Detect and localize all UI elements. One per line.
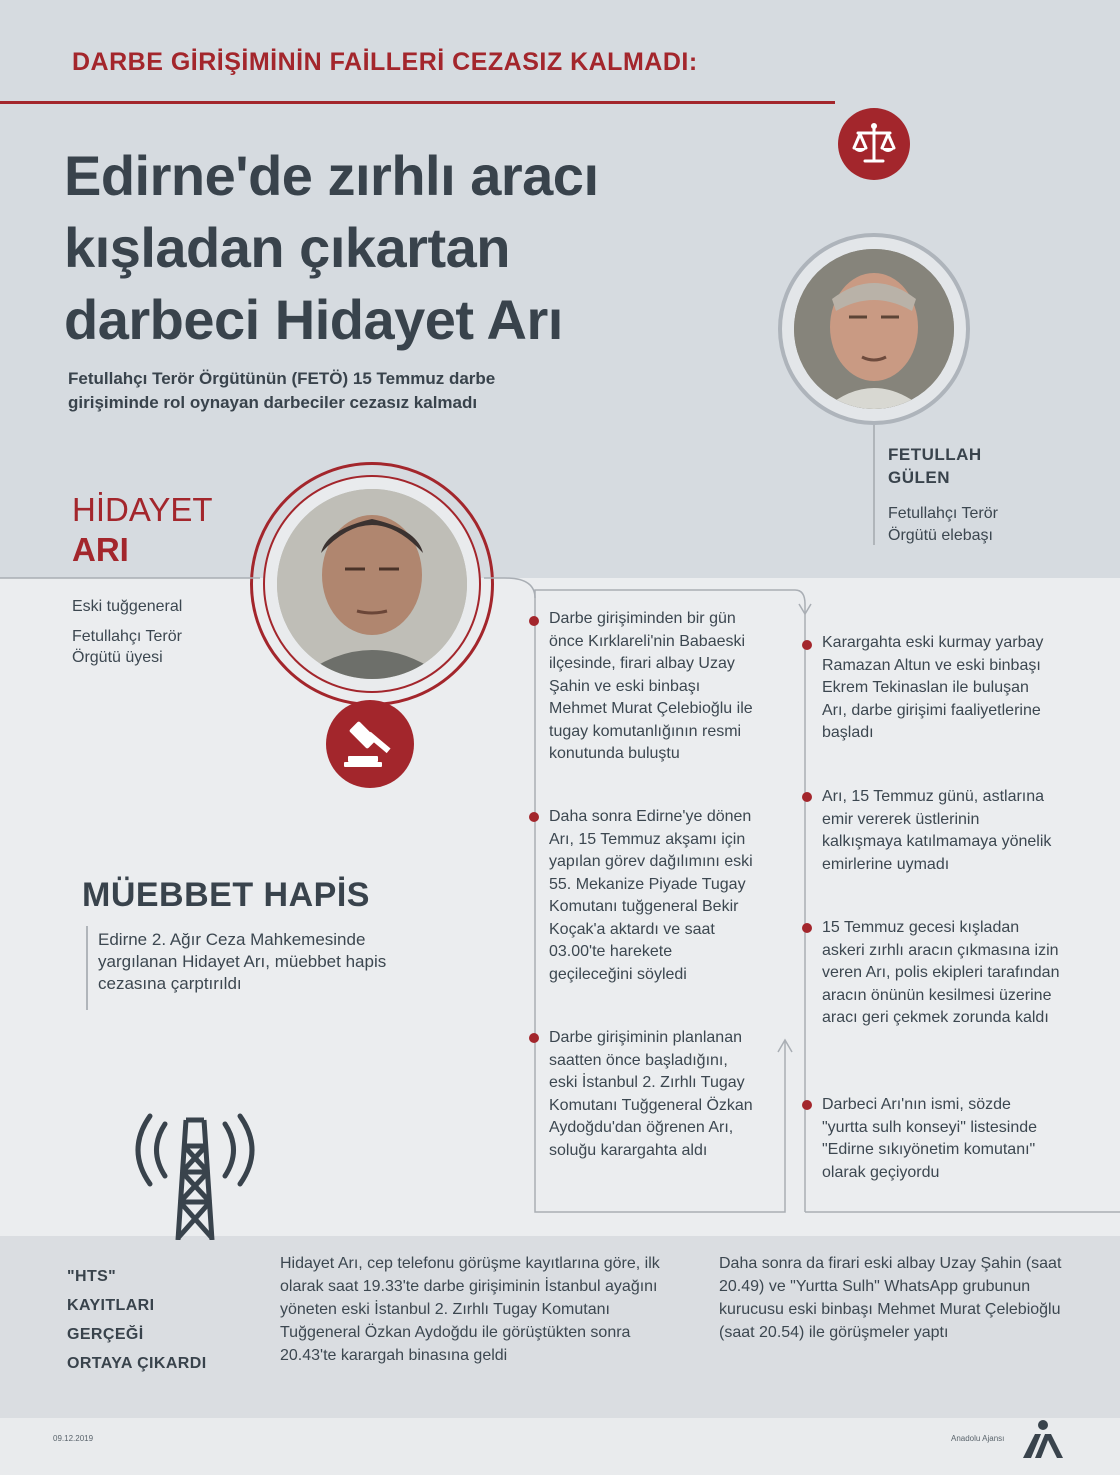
agency-name: Anadolu Ajansı [951, 1434, 1005, 1443]
ari-portrait [263, 475, 481, 693]
page-title [64, 140, 744, 356]
hts-title-line-2: KAYITLARI [67, 1297, 155, 1314]
subject-role-2: Fetullahçı Terör Örgütü üyesi [72, 628, 182, 666]
hts-title-line-4: ORTAYA ÇIKARDI [67, 1355, 207, 1372]
hts-title-line-3: GERÇEĞİ [67, 1326, 144, 1343]
subject-role-1: Eski tuğgeneral [72, 598, 183, 615]
gavel-icon [326, 700, 414, 788]
timeline-left-3 [549, 1027, 759, 1162]
title-line-1: Edirne'de zırhlı aracı [64, 144, 599, 207]
timeline-dot [529, 616, 539, 626]
timeline-right [822, 632, 1057, 745]
timeline-right-2 [822, 786, 1057, 876]
title-line-2: kışladan çıkartan [64, 216, 510, 279]
timeline-left [549, 608, 759, 766]
ari-photo [277, 489, 467, 679]
hts-paragraph-1: Hidayet Arı, cep telefonu görüşme kayıtlarına göre, ilk olarak saat 19.33'te darbe girişiminin İstanbul ayağını yöneten eski İstanbul 2. Zırhlı Tugay Komutanı Tuğgeneral Özkan Aydoğdu ile görüştükten sonra 20.43'te karargah binasına geldi [280, 1255, 660, 1364]
gulen-name [888, 443, 982, 489]
timeline-dot [802, 1100, 812, 1110]
publish-date: 09.12.2019 [53, 1434, 94, 1443]
timeline-left-2 [549, 806, 759, 986]
timeline-item: Darbeci Arı'nın ismi, sözde "yurtta sulh konseyi" listesinde "Edirne sıkıyönetim komutanı" olarak geçiyordu [822, 1096, 1038, 1181]
timeline-item: Darbe girişiminin planlanan saatten önce başladığını, eski İstanbul 2. Zırhlı Tugay Komutanı Tuğgeneral Özkan Aydoğdu'dan öğrenen Arı, soluğu karargahta aldı [549, 1029, 753, 1159]
title-line-3: darbeci Hidayet Arı [64, 288, 563, 351]
subject-first-name: HİDAYET [72, 491, 213, 528]
gulen-role: Fetullahçı Terör Örgütü elebaşı [888, 505, 998, 544]
anadolu-agency-logo [1021, 1418, 1065, 1460]
timeline-item: Daha sonra Edirne'ye dönen Arı, 15 Temmuz akşamı için yapılan görev dağılımını eski 55. Mekanize Piyade Tugay Komutanı tuğgeneral Bekir Koçak'a aktardı ve saat 03.00'te harekete geçileceğini söyledi [549, 808, 753, 983]
timeline-right-3 [822, 917, 1062, 1030]
timeline-dot [802, 923, 812, 933]
hts-title-line-1: "HTS" [67, 1268, 117, 1285]
timeline-right-4 [822, 1094, 1057, 1184]
scales-icon [838, 108, 910, 180]
hts-paragraph-2: Daha sonra da firari eski albay Uzay Şahin (saat 20.49) ve "Yurtta Sulh" WhatsApp grubunun kurucusu eski binbaşı Mehmet Murat Çelebioğlu (saat 20.54) ile görüşmeler yaptı [719, 1255, 1062, 1341]
sentence-title: MÜEBBET HAPİS [82, 876, 370, 914]
signal-tower-icon [120, 1110, 270, 1240]
timeline-dot [529, 1033, 539, 1043]
timeline-item: 15 Temmuz gecesi kışladan askeri zırhlı aracın çıkmasına izin veren Arı, polis ekipleri tarafından aracın önünün kesilmesi üzerine aracı geri çekmek zorunda kaldı [822, 919, 1060, 1026]
subtitle: Fetullahçı Terör Örgütünün (FETÖ) 15 Temmuz darbe girişiminde rol oynayan darbeciler cezasız kalmadı [68, 369, 496, 412]
gulen-portrait [778, 233, 970, 425]
hts-title [67, 1262, 247, 1378]
timeline-item: Arı, 15 Temmuz günü, astlarına emir vererek üstlerinin kalkışmaya katılmamaya yönelik emirlerine uymadı [822, 788, 1052, 873]
sentence-divider [86, 926, 88, 1010]
gulen-divider [873, 425, 875, 545]
gulen-name-line-1: FETULLAH [888, 445, 982, 464]
timeline-item: Karargahta eski kurmay yarbay Ramazan Altun ve eski binbaşı Ekrem Tekinaslan ile buluşan Arı, darbe girişimi faaliyetlerine başladı [822, 634, 1044, 741]
gulen-photo [794, 249, 954, 409]
kicker-rule [0, 101, 835, 104]
timeline-item: Darbe girişiminden bir gün önce Kırklareli'nin Babaeski ilçesinde, firari albay Uzay Şahin ve eski binbaşı Mehmet Murat Çelebioğlu ile tugay komutanlığının resmi konutunda buluştu [549, 610, 753, 762]
sentence-text: Edirne 2. Ağır Ceza Mahkemesinde yargılanan Hidayet Arı, müebbet hapis cezasına çarptırıldı [98, 930, 387, 993]
subject-last-name: ARI [72, 531, 129, 568]
footer-background [0, 1418, 1120, 1475]
timeline-dot [529, 812, 539, 822]
gulen-name-line-2: GÜLEN [888, 468, 950, 487]
timeline-dot [802, 640, 812, 650]
kicker: DARBE GİRİŞİMİNİN FAİLLERİ CEZASIZ KALMADI: [72, 48, 698, 76]
timeline-dot [802, 792, 812, 802]
